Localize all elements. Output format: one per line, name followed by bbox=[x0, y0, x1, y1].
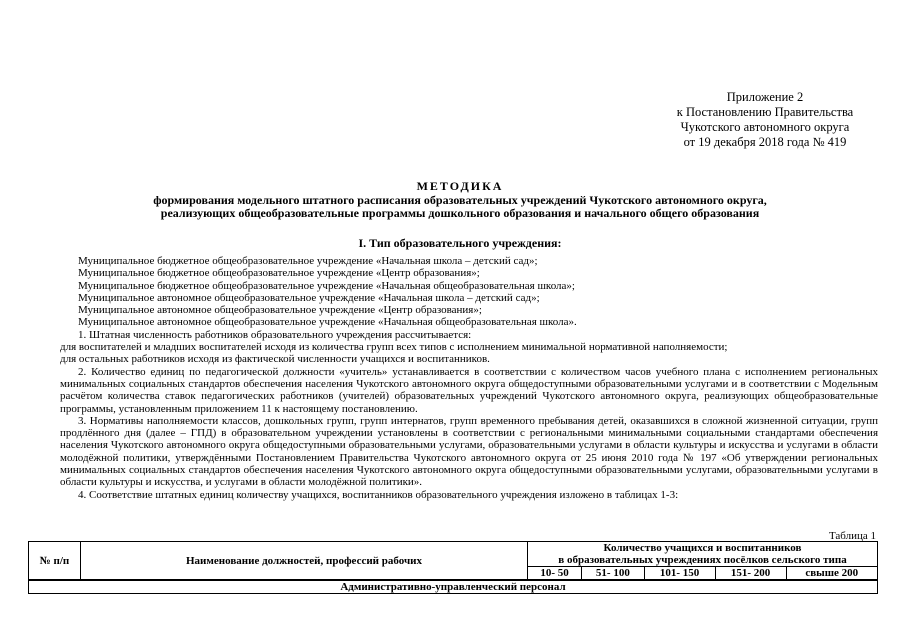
appendix-line-2: к Постановлению Правительства bbox=[676, 105, 854, 119]
appendix-line-3: Чукотского автономного округа bbox=[680, 120, 850, 134]
section-row: Административно-управленческий персонал bbox=[29, 580, 878, 594]
institution-item: Муниципальное бюджетное общеобразовательное учреждение «Начальная общеобразовательная школа»; bbox=[78, 279, 575, 292]
paragraph-2: 2. Количество единиц по педагогической должности «учитель» устанавливается в соответствии с количеством часов учебного плана с исполнением региональных минимальных социальных стандартов обеспечения населения Чукотского автономного округа общедоступными образовательными услугами и в соответствии с Модельным расчётом количества ставок педагогических работников (учителей) образовательных учреждений Чукотского автономного округа, реализующих общеобразовательные программы, установленным приложением 11 к настоящему постановлению. bbox=[60, 365, 878, 415]
header-group-line-2: в образовательных учреждениях посёлков сельского типа bbox=[528, 554, 878, 567]
header-num: № п/п bbox=[29, 542, 81, 581]
paragraph-3: 3. Нормативы наполняемости классов, дошкольных групп, групп интернатов, групп временного пребывания детей, оказавшихся в сложной жизненной ситуации, групп продлённого дня (далее – ГПД) в образовательном учреждении установлены в соответствии с региональными минимальными социальными стандартами обеспечения населения Чукотского автономного округа общедоступными образовательными услугами, образовательными услугами в области культуры и искусства и услугами в области молодёжной политики, утверждёнными Постановлением Правительства Чукотского автономного округа от 25 июня 2010 года № 197 «Об утверждении региональных минимальных социальных стандартов обеспечения населения Чукотского автономного округа общедоступными образовательными услугами, образовательными услугами в области культуры и искусства, и услугами в области молодёжной политики». bbox=[60, 414, 878, 489]
header-range: 51- 100 bbox=[582, 567, 645, 581]
institution-item: Муниципальное бюджетное общеобразовательное учреждение «Центр образования»; bbox=[78, 267, 480, 280]
header-range: 101- 150 bbox=[644, 567, 715, 581]
table-caption: Таблица 1 bbox=[828, 530, 876, 542]
body-text bbox=[60, 255, 878, 501]
header-range: 10- 50 bbox=[528, 567, 582, 581]
staff-table bbox=[28, 541, 878, 594]
document-title-line-2: реализующих общеобразовательные программы дошкольного образования и начального общего образования bbox=[160, 206, 760, 220]
header-range: 151- 200 bbox=[715, 567, 786, 581]
document-title bbox=[60, 180, 860, 221]
document-title-line-1: формирования модельного штатного расписания образовательных учреждений Чукотского автономного округа, bbox=[153, 192, 767, 207]
appendix-line-1: Приложение 2 bbox=[726, 90, 804, 104]
header-position: Наименование должностей, профессий рабочих bbox=[81, 542, 528, 581]
document-title-main: МЕТОДИКА bbox=[416, 179, 504, 193]
paragraph-1b: для остальных работников исходя из фактической численности учащихся и воспитанников. bbox=[60, 353, 490, 366]
institution-item: Муниципальное автономное общеобразовательное учреждение «Центр образования»; bbox=[78, 304, 482, 317]
paragraph-1: 1. Штатная численность работников образовательного учреждения рассчитывается: bbox=[78, 328, 472, 341]
section-heading: I. Тип образовательного учреждения: bbox=[358, 236, 562, 250]
institution-item: Муниципальное бюджетное общеобразовательное учреждение «Начальная школа – детский сад»; bbox=[78, 255, 538, 267]
header-group-line-1: Количество учащихся и воспитанников bbox=[528, 542, 878, 555]
header-range: свыше 200 bbox=[786, 567, 877, 581]
institution-item: Муниципальное автономное общеобразовательное учреждение «Начальная общеобразовательная школа». bbox=[78, 316, 577, 329]
institution-item: Муниципальное автономное общеобразовательное учреждение «Начальная школа – детский сад»; bbox=[78, 291, 540, 304]
paragraph-1a: для воспитателей и младших воспитателей исходя из количества групп всех типов с исполнением минимальной нормативной наполняемости; bbox=[60, 341, 728, 354]
appendix-line-4: от 19 декабря 2018 года № 419 bbox=[683, 135, 847, 149]
appendix-header bbox=[660, 90, 870, 150]
paragraph-4: 4. Соответствие штатных единиц количеству учащихся, воспитанников образовательного учреждения изложено в таблицах 1-3: bbox=[78, 488, 679, 501]
